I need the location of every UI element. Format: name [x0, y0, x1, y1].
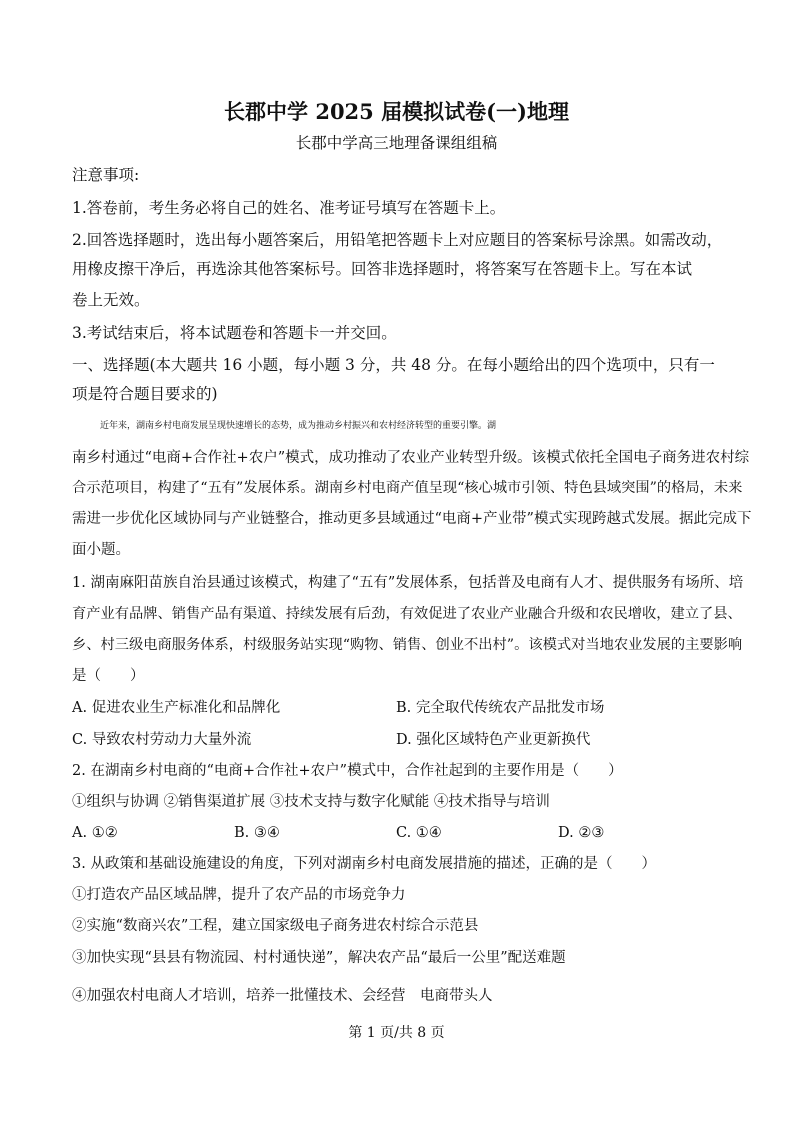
q2-stem: 2. 在湖南乡村电商的“电商+合作社+农户”模式中，合作社起到的主要作用是（ ）: [72, 763, 623, 779]
q1-stem-line-2: 育产业有品牌、销售产品有渠道、持续发展有后劲，有效促进了农业产业融合升级和农民增收，建立了县、: [72, 606, 742, 622]
exam-subtitle: 长郡中学高三地理备课组组稿: [295, 134, 498, 152]
q1-option-d: D. 强化区域特色产业更新换代: [396, 732, 591, 748]
q2-option-a: A. ①②: [72, 825, 118, 841]
q1-stem-line-1: 1. 湖南麻阳苗族自治县通过该模式，构建了“五有”发展体系，包括普及电商有人才、提供服务有场所、培: [72, 575, 744, 591]
notice-item-2-line-1: 2.回答选择题时，选出每小题答案后，用铅笔把答题卡上对应题目的答案标号涂黑。如需改动，: [72, 231, 723, 249]
exam-title: 长郡中学 2025 届模拟试卷(一)地理: [224, 99, 569, 124]
passage-line-3: 合示范项目，构建了“五有”发展体系。湖南乡村电商产值呈现“核心城市引领、特色县域突围”的格局，未来: [72, 480, 743, 496]
notice-item-3: 3.考试结束后，将本试题卷和答题卡一并交回。: [72, 324, 397, 342]
passage-line-2: 南乡村通过“电商+合作社+农户”模式，成功推动了农业产业转型升级。该模式依托全国电子商务进农村综: [72, 450, 750, 466]
q2-option-b: B. ③④: [234, 825, 280, 841]
section-heading-line-1: 一、选择题(本大题共 16 小题，每小题 3 分，共 48 分。在每小题给出的四个选项中，只有一: [72, 356, 715, 374]
q1-stem-line-3: 乡、村三级电商服务体系，村级服务站实现“购物、销售、创业不出村”。该模式对当地农业发展的主要影响: [72, 637, 743, 653]
q1-option-a: A. 促进农业生产标准化和品牌化: [72, 700, 281, 716]
section-heading-line-2: 项是符合题目要求的): [72, 385, 218, 403]
q3-item-4: ④加强农村电商人才培训，培养一批懂技术、会经营 电商带头人: [72, 988, 493, 1004]
q1-option-c: C. 导致农村劳动力大量外流: [72, 732, 252, 748]
q1-stem-line-4: 是（ ）: [72, 668, 145, 684]
notice-item-2-line-2: 用橡皮擦干净后，再选涂其他答案标号。回答非选择题时，将答案写在答题卡上。写在本试: [72, 260, 693, 278]
q3-item-1: ①打造农产品区域品牌，提升了农产品的市场竞争力: [72, 887, 406, 903]
q2-items: ①组织与协调 ②销售渠道扩展 ③技术支持与数字化赋能 ④技术指导与培训: [72, 794, 550, 810]
page-number: 第 1 页/共 8 页: [348, 1025, 445, 1041]
q1-option-b: B. 完全取代传统农产品批发市场: [396, 700, 605, 716]
passage-line-4: 需进一步优化区域协同与产业链整合，推动更多县域通过“电商+产业带”模式实现跨越式发展。据此完成下: [72, 511, 752, 527]
passage-line-1: 近年来，湖南乡村电商发展呈现快速增长的态势，成为推动乡村振兴和农村经济转型的重要引擎。湖: [100, 421, 497, 431]
q2-option-c: C. ①④: [396, 825, 442, 841]
q2-option-d: D. ②③: [558, 825, 605, 841]
notice-item-1: 1.答卷前，考生务必将自己的姓名、准考证号填写在答题卡上。: [72, 199, 506, 217]
passage-line-5: 面小题。: [72, 542, 130, 558]
q3-item-2: ②实施“数商兴农”工程，建立国家级电子商务进农村综合示范县: [72, 918, 479, 934]
q3-item-3: ③加快实现“县县有物流园、村村通快递”，解决农产品“最后一公里”配送难题: [72, 950, 566, 966]
notice-heading: 注意事项:: [72, 166, 140, 184]
q3-stem: 3. 从政策和基础设施建设的角度，下列对湖南乡村电商发展措施的描述，正确的是（ ）: [72, 856, 656, 872]
notice-item-2-line-3: 卷上无效。: [72, 291, 150, 309]
